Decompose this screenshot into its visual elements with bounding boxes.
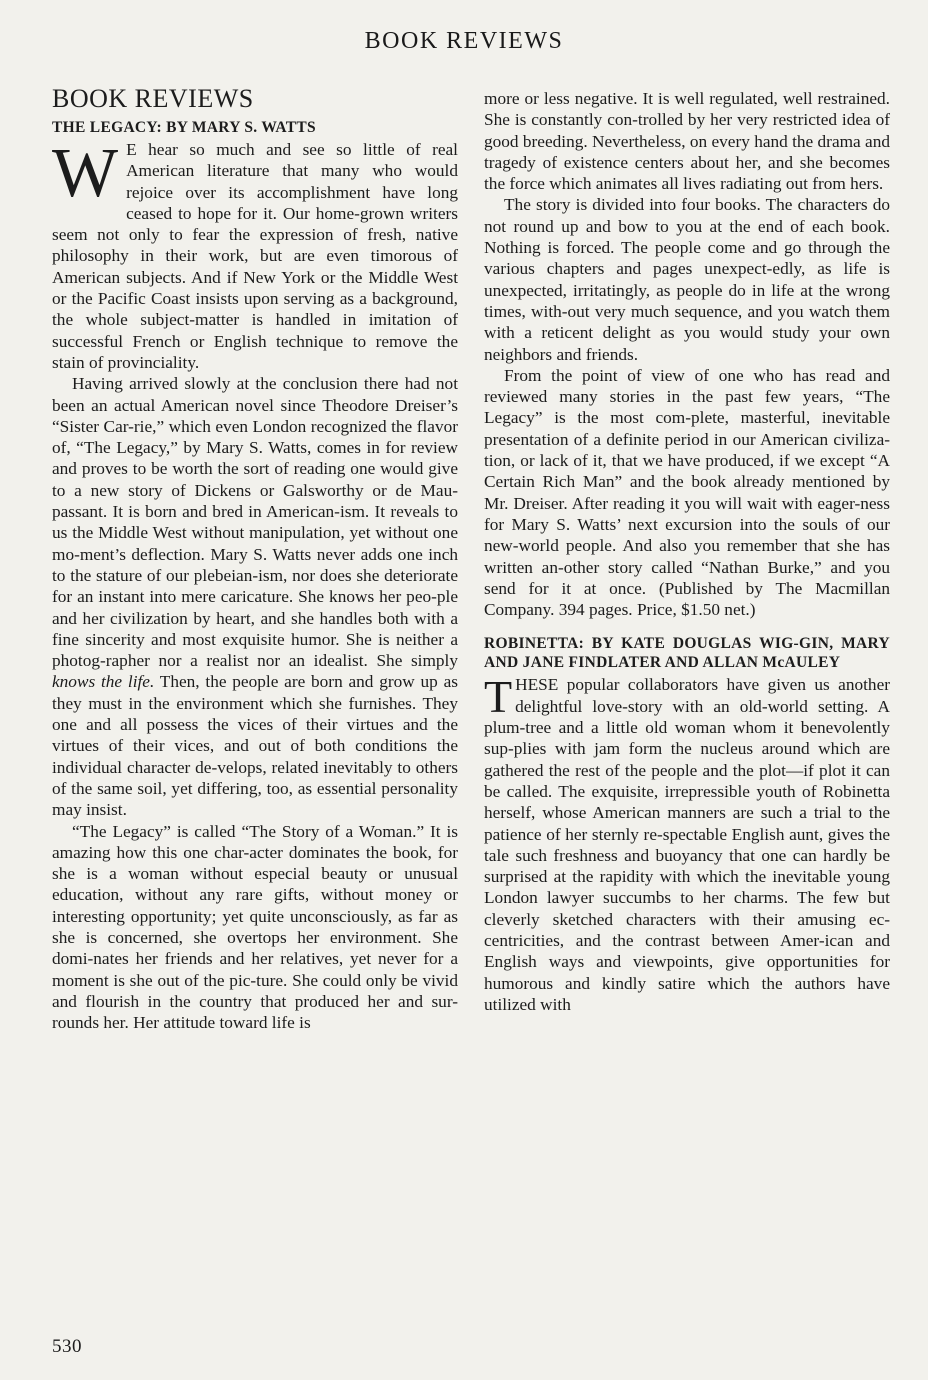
- review-paragraph: “The Legacy” is called “The Story of a Woman.” It is amazing how this one char-acter dominates the book, for she is a woman without especial beauty or unusual education, without any rare gifts, without money or interesting opportunity; yet quite unconsciously, as far as she is concerned, she overtops her environment. She domi-nates her friends and her relatives, yet never for a moment is she out of the pic-ture. She could only be vivid and flourish in the country that produced her and sur-rounds her. Her attitude toward life is: [52, 821, 458, 1033]
- review-paragraph: Having arrived slowly at the conclusion there had not been an actual American novel since Theodore Dreiser’s “Sister Car-rie,” which even London recognized the flavor of, “The Legacy,” by Mary S. Watts, comes in for review and proves to be worth the sort of reading one would give to a new story of Dickens or Galsworthy or de Mau-passant. It is born and bred in American-ism. It reveals to us the Middle West without manipulation, yet without one mo-ment’s deflection. Mary S. Watts never adds one inch to the stature of our plebeian-ism, nor does she deteriorate for an instant into mere caricature. She knows her peo-ple and her civilization by heart, and she handles both with a fine sincerity and most exquisite humor. She is neither a photog-rapher nor a realist nor an idealist. She simply knows the life. Then, the people are born and grow up as they must in the environment which she furnishes. They one and all possess the vices of their virtues and the virtues of their vices, and out of both conditions the individual character de-velops, related inevitably to others of the same soil, yet differing, too, as essential personality may insist.: [52, 374, 459, 820]
- review-paragraph: W E hear so much and see so little of real American literature that many who would rejoice over its accomplishment have long ceased to hope for it. Our home-grown writers seem not only to fear the expression of fresh, native philosophy in their work, but are even timorous of American subjects. And if New York or the Middle West or the Pacific Coast insists upon serving as a background, the whole subject-matter is handled in imitation of successful French or English technique to remove the stain of provinciality.: [52, 135, 458, 372]
- section-title: BOOK REVIEWS: [52, 84, 254, 113]
- page-number: 530: [52, 1336, 82, 1357]
- review-paragraph: more or less negative. It is well regulated, well restrained. She is constantly con-trolled by her very restricted idea of good breeding. Nevertheless, on every hand the drama and tragedy of existence centers about her, and she becomes the force which animates all lives radiating out from hers.: [484, 89, 890, 194]
- italic-phrase: knows the life.: [52, 672, 155, 692]
- review-paragraph: The story is divided into four books. The characters do not round up and bow to you at the end of each book. Nothing is forced. The people come and go through the various chapters and pages unexpect-edly, as life is unexpected, irritatingly, as people do in life at the wrong times, with-out very much sequence, and you watch them with a reticent delight as you would study your own neighbors and friends.: [484, 195, 890, 364]
- review-heading-robinetta: ROBINETTA: BY KATE DOUGLAS WIG-GIN, MARY AND JANE FINDLATER AND ALLAN McAULEY: [484, 635, 890, 672]
- right-column: [484, 88, 890, 1015]
- left-column: [52, 84, 458, 1033]
- drop-cap: W: [52, 135, 119, 212]
- review-heading-legacy: THE LEGACY: BY MARY S. WATTS: [52, 119, 316, 136]
- review-paragraph: From the point of view of one who has read and reviewed many stories in the past few years, “The Legacy” is the most com-plete, masterful, inevitable presentation of a definite period in our American civiliza-tion, or lack of it, that we have produced, if we except “A Certain Rich Man” and the book already mentioned by Mr. Dreiser. After reading it you will wait with eager-ness for Mary S. Watts’ next excursion into the souls of our new-world people. And also you remember that she has written an-other story called “Nathan Burke,” and you send for it at once. (Published by The Macmillan Company. 394 pages. Price, $1.50 net.): [484, 365, 890, 620]
- review-paragraph: THESE popular collaborators have given us another delightful love-story with an old-world setting. A plum-tree and a little old woman whom it benevolently sup-plies with jam form the nucleus around which are gathered the rest of the people and the plot—if plot it can be called. The exquisite, irrepressible youth of Robinetta herself, whose American manners are such a trial to the patience of her sternly re-spectable English aunt, gives the tale such freshness and buoyancy that one can hardly be surprised at the rapidity with which the inevitable young London lawyer succumbs to her charms. The few but cleverly sketched characters with their amusing ec-centricities, and the contrast between Amer-ican and English ways and viewpoints, give opportunities for humorous and kindly satire which the authors have utilized with: [484, 671, 890, 1014]
- drop-cap: T: [484, 671, 513, 723]
- running-head: BOOK REVIEWS: [364, 28, 564, 54]
